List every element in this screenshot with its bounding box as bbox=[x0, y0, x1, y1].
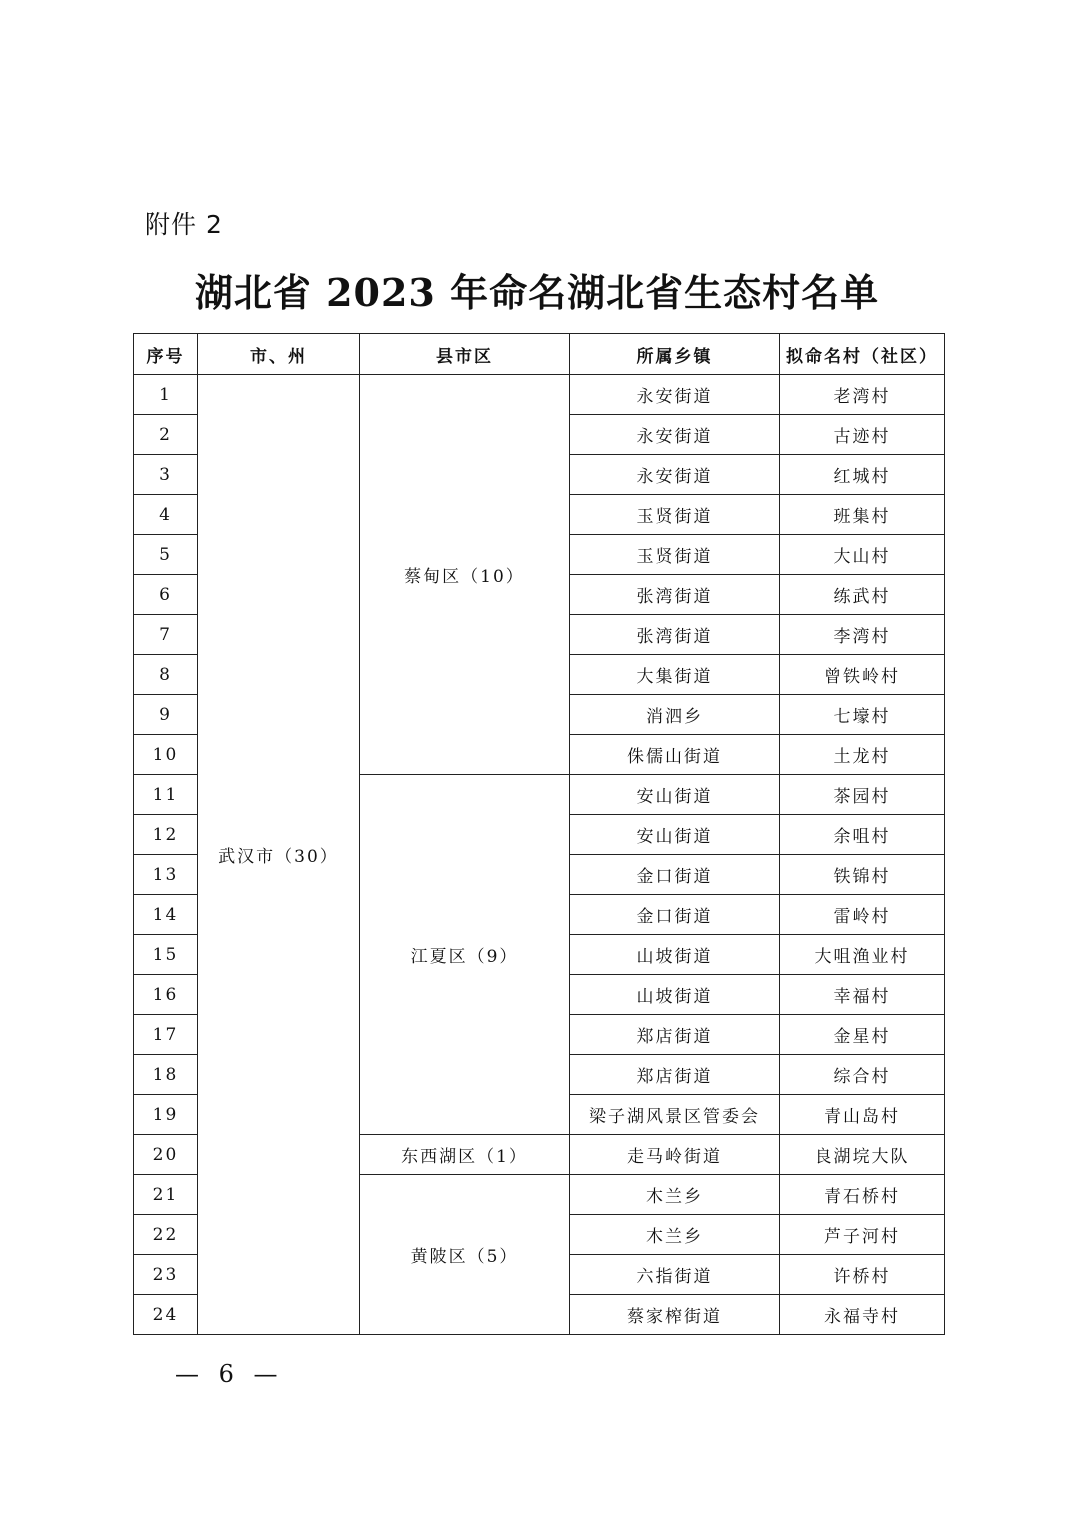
village-cell: 大咀渔业村 bbox=[780, 935, 945, 975]
town-cell: 侏儒山街道 bbox=[570, 735, 780, 775]
village-cell: 李湾村 bbox=[780, 615, 945, 655]
village-cell: 练武村 bbox=[780, 575, 945, 615]
header-village: 拟命名村（社区） bbox=[780, 334, 945, 375]
table-header-row bbox=[134, 334, 945, 375]
village-cell: 雷岭村 bbox=[780, 895, 945, 935]
town-cell: 永安街道 bbox=[570, 415, 780, 455]
village-list-table bbox=[133, 333, 945, 1335]
town-cell: 山坡街道 bbox=[570, 975, 780, 1015]
village-cell: 大山村 bbox=[780, 535, 945, 575]
document-title: 湖北省 2023 年命名湖北省生态村名单 bbox=[194, 270, 880, 315]
town-cell: 六指街道 bbox=[570, 1255, 780, 1295]
town-cell: 郑店街道 bbox=[570, 1055, 780, 1095]
village-cell: 金星村 bbox=[780, 1015, 945, 1055]
town-cell: 安山街道 bbox=[570, 815, 780, 855]
city-cell: 武汉市（30） bbox=[198, 375, 360, 1335]
serial-cell: 4 bbox=[134, 495, 198, 535]
serial-cell: 11 bbox=[134, 775, 198, 815]
serial-cell: 18 bbox=[134, 1055, 198, 1095]
serial-cell: 22 bbox=[134, 1215, 198, 1255]
serial-cell: 9 bbox=[134, 695, 198, 735]
town-cell: 梁子湖风景区管委会 bbox=[570, 1095, 780, 1135]
village-cell: 古迹村 bbox=[780, 415, 945, 455]
serial-cell: 16 bbox=[134, 975, 198, 1015]
district-cell-jiangxia: 江夏区（9） bbox=[360, 775, 570, 1135]
serial-cell: 17 bbox=[134, 1015, 198, 1055]
serial-cell: 8 bbox=[134, 655, 198, 695]
town-cell: 金口街道 bbox=[570, 855, 780, 895]
village-cell: 青石桥村 bbox=[780, 1175, 945, 1215]
village-cell: 红城村 bbox=[780, 455, 945, 495]
serial-cell: 14 bbox=[134, 895, 198, 935]
town-cell: 金口街道 bbox=[570, 895, 780, 935]
village-cell: 青山岛村 bbox=[780, 1095, 945, 1135]
serial-cell: 24 bbox=[134, 1295, 198, 1335]
village-cell: 茶园村 bbox=[780, 775, 945, 815]
village-cell: 芦子河村 bbox=[780, 1215, 945, 1255]
serial-cell: 10 bbox=[134, 735, 198, 775]
serial-cell: 7 bbox=[134, 615, 198, 655]
district-cell-huangpi: 黄陂区（5） bbox=[360, 1175, 570, 1335]
serial-cell: 23 bbox=[134, 1255, 198, 1295]
town-cell: 木兰乡 bbox=[570, 1175, 780, 1215]
village-cell: 良湖垸大队 bbox=[780, 1135, 945, 1175]
serial-cell: 5 bbox=[134, 535, 198, 575]
town-cell: 木兰乡 bbox=[570, 1215, 780, 1255]
town-cell: 郑店街道 bbox=[570, 1015, 780, 1055]
header-serial: 序号 bbox=[134, 334, 198, 375]
village-cell: 幸福村 bbox=[780, 975, 945, 1015]
village-cell: 永福寺村 bbox=[780, 1295, 945, 1335]
village-cell: 曾铁岭村 bbox=[780, 655, 945, 695]
serial-cell: 21 bbox=[134, 1175, 198, 1215]
serial-cell: 6 bbox=[134, 575, 198, 615]
village-cell: 土龙村 bbox=[780, 735, 945, 775]
town-cell: 张湾街道 bbox=[570, 615, 780, 655]
serial-cell: 13 bbox=[134, 855, 198, 895]
serial-cell: 3 bbox=[134, 455, 198, 495]
serial-cell: 2 bbox=[134, 415, 198, 455]
town-cell: 大集街道 bbox=[570, 655, 780, 695]
district-cell-dongxihu: 东西湖区（1） bbox=[360, 1135, 570, 1175]
town-cell: 张湾街道 bbox=[570, 575, 780, 615]
town-cell: 永安街道 bbox=[570, 455, 780, 495]
serial-cell: 19 bbox=[134, 1095, 198, 1135]
page-number: — 6 — bbox=[175, 1360, 284, 1388]
serial-cell: 20 bbox=[134, 1135, 198, 1175]
village-cell: 许桥村 bbox=[780, 1255, 945, 1295]
header-district: 县市区 bbox=[360, 334, 570, 375]
table-row bbox=[134, 375, 945, 415]
serial-cell: 12 bbox=[134, 815, 198, 855]
village-cell: 班集村 bbox=[780, 495, 945, 535]
town-cell: 玉贤街道 bbox=[570, 535, 780, 575]
header-city: 市、州 bbox=[198, 334, 360, 375]
district-cell-caidian: 蔡甸区（10） bbox=[360, 375, 570, 775]
village-cell: 综合村 bbox=[780, 1055, 945, 1095]
town-cell: 安山街道 bbox=[570, 775, 780, 815]
village-cell: 余咀村 bbox=[780, 815, 945, 855]
village-cell: 七壕村 bbox=[780, 695, 945, 735]
town-cell: 消泗乡 bbox=[570, 695, 780, 735]
village-cell: 铁锦村 bbox=[780, 855, 945, 895]
town-cell: 玉贤街道 bbox=[570, 495, 780, 535]
town-cell: 永安街道 bbox=[570, 375, 780, 415]
header-town: 所属乡镇 bbox=[570, 334, 780, 375]
serial-cell: 15 bbox=[134, 935, 198, 975]
town-cell: 蔡家榨街道 bbox=[570, 1295, 780, 1335]
village-cell: 老湾村 bbox=[780, 375, 945, 415]
attachment-label: 附件 2 bbox=[145, 210, 223, 239]
town-cell: 山坡街道 bbox=[570, 935, 780, 975]
town-cell: 走马岭街道 bbox=[570, 1135, 780, 1175]
serial-cell: 1 bbox=[134, 375, 198, 415]
